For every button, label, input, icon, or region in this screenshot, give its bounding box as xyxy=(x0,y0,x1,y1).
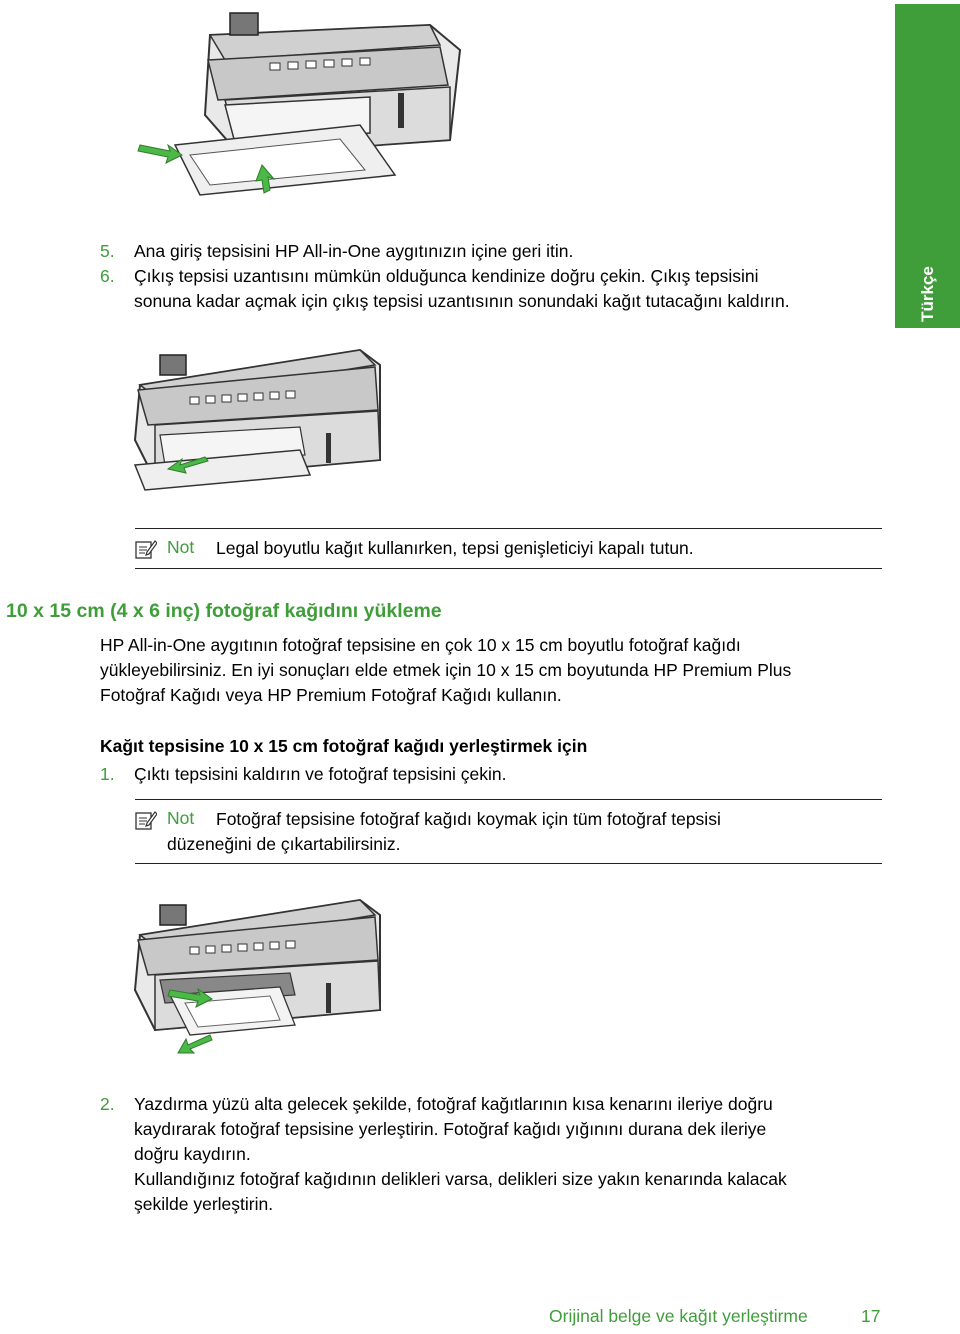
step-number: 5. xyxy=(100,241,115,261)
printer-illustration-1 xyxy=(130,5,470,205)
footer-page-number: 17 xyxy=(861,1306,881,1326)
step-text: Çıktı tepsisini kaldırın ve fotoğraf tepsisini çekin. xyxy=(134,764,507,784)
paragraph-line: Fotoğraf Kağıdı veya HP Premium Fotoğraf Kağıdı kullanın. xyxy=(100,685,562,705)
step-number: 1. xyxy=(100,764,115,784)
language-tab xyxy=(895,4,960,328)
step-number: 2. xyxy=(100,1094,115,1114)
printer-icon xyxy=(175,13,460,195)
note-text-line-1: Fotoğraf tepsisine fotoğraf kağıdı koymak için tüm fotoğraf tepsisi xyxy=(216,809,721,829)
note-pencil-icon xyxy=(135,809,157,831)
printer-illustration-3 xyxy=(130,895,390,1060)
step-text-line-2: sonuna kadar açmak için çıkış tepsisi uzantısının sonundaki kağıt tutacağını kaldırın. xyxy=(134,291,790,311)
note-box-2 xyxy=(135,799,882,864)
section-paragraph xyxy=(100,633,791,708)
step-text-line-3: doğru kaydırın. xyxy=(134,1144,251,1164)
step-text-line-4: Kullandığınız fotoğraf kağıdının delikleri varsa, delikleri size yakın kenarında kalacak xyxy=(134,1169,787,1189)
printer-illustration-2 xyxy=(130,345,390,495)
printer-icon xyxy=(135,900,380,1035)
procedure-title: Kağıt tepsisine 10 x 15 cm fotoğraf kağıdı yerleştirmek için xyxy=(100,736,588,756)
paragraph-line: HP All-in-One aygıtının fotoğraf tepsisine en çok 10 x 15 cm boyutlu fotoğraf kağıdı xyxy=(100,635,741,655)
note-box-1 xyxy=(135,528,882,569)
paragraph-line: yükleyebilirsiniz. En iyi sonuçları elde etmek için 10 x 15 cm boyutunda HP Premium Plus xyxy=(100,660,792,680)
section-title: 10 x 15 cm (4 x 6 inç) fotoğraf kağıdını yükleme xyxy=(6,600,442,622)
note-pencil-icon xyxy=(135,538,157,560)
note-label: Not xyxy=(167,537,195,557)
language-tab-label: Türkçe xyxy=(917,266,937,322)
step-text-line-1: Yazdırma yüzü alta gelecek şekilde, fotoğraf kağıtlarının kısa kenarını ileriye doğru xyxy=(134,1094,773,1114)
step-text-line-2: kaydırarak fotoğraf tepsisine yerleştirin. Fotoğraf kağıdı yığınını durana dek ileriye xyxy=(134,1119,767,1139)
note-text-line-2: düzeneğini de çıkartabilirsiniz. xyxy=(167,834,401,854)
footer-chapter: Orijinal belge ve kağıt yerleştirme xyxy=(549,1306,808,1326)
step-text: Ana giriş tepsisini HP All-in-One aygıtınızın içine geri itin. xyxy=(134,241,574,261)
step-text-line-1: Çıkış tepsisi uzantısını mümkün olduğunca kendinize doğru çekin. Çıkış tepsisini xyxy=(134,266,759,286)
step-number: 6. xyxy=(100,266,115,286)
note-label: Not xyxy=(167,808,195,828)
step-text-line-5: şekilde yerleştirin. xyxy=(134,1194,274,1214)
note-text: Legal boyutlu kağıt kullanırken, tepsi genişleticiyi kapalı tutun. xyxy=(216,538,694,558)
